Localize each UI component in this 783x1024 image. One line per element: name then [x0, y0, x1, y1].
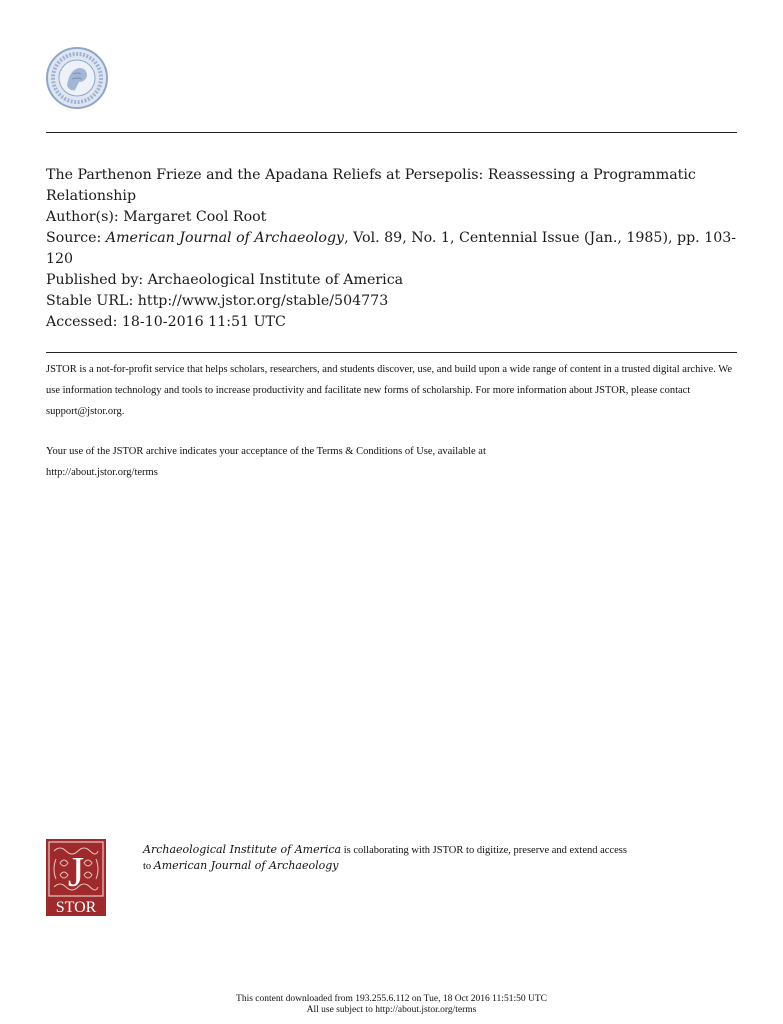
collaboration-line-2	[143, 858, 743, 874]
author-label: Author(s):	[46, 209, 119, 225]
terms-text: Your use of the JSTOR archive indicates your acceptance of the Terms & Conditions of Use, available at	[46, 446, 486, 457]
publisher-seal-icon	[45, 46, 109, 110]
jstor-logo-wordmark: STOR	[55, 899, 97, 916]
jstor-notice	[46, 359, 746, 422]
source-journal: American Journal of Archaeology	[105, 230, 345, 246]
accessed-line	[46, 312, 746, 333]
publisher-label: Published by:	[46, 272, 144, 288]
jstor-about-paragraph: JSTOR is a not-for-profit service that helps scholars, researchers, and students discover, use, and build upon a wide range of content in a trusted digital archive. We use information technology and tools to increase productivity and facilitate new forms of scholarship. For more information about JSTOR, please contact support@jstor.org.	[46, 364, 732, 417]
jstor-logo-icon	[46, 839, 106, 916]
top-divider	[46, 132, 737, 133]
terms-notice	[46, 441, 746, 483]
publisher-line	[46, 270, 746, 291]
author-name: Margaret Cool Root	[123, 209, 267, 225]
terms-link[interactable]: http://about.jstor.org/terms	[46, 467, 158, 478]
middle-divider	[46, 352, 737, 353]
collab-publisher: Archaeological Institute of America	[143, 843, 342, 856]
collaboration-line-1	[143, 842, 743, 858]
source-line	[46, 228, 746, 270]
accessed-label: Accessed:	[46, 314, 118, 330]
source-label: Source:	[46, 230, 102, 246]
footer-terms-line: All use subject to http://about.jstor.org/terms	[306, 1005, 477, 1015]
collab-to: to	[143, 861, 154, 872]
publisher-name: Archaeological Institute of America	[147, 272, 404, 288]
stable-url-label: Stable URL:	[46, 293, 134, 309]
collab-text: is collaborating with JSTOR to digitize, preserve and extend access	[341, 845, 627, 856]
collab-journal: American Journal of Archaeology	[153, 859, 339, 872]
terms-paragraph	[46, 441, 746, 483]
stable-url-line	[46, 291, 746, 312]
source-details: , Vol. 89, No. 1, Centennial Issue (Jan., 1985), pp. 103-120	[46, 230, 737, 267]
download-footer	[0, 994, 783, 1016]
author-line	[46, 207, 746, 228]
footer-download-line: This content downloaded from 193.255.6.112 on Tue, 18 Oct 2016 11:51:50 UTC	[236, 994, 547, 1004]
jstor-logo-letter: J	[67, 850, 85, 896]
accessed-date: 18-10-2016 11:51 UTC	[121, 314, 286, 330]
article-title: The Parthenon Frieze and the Apadana Reliefs at Persepolis: Reassessing a Programmatic Relationship	[46, 167, 696, 204]
stable-url-link[interactable]: http://www.jstor.org/stable/504773	[137, 293, 389, 309]
article-metadata	[46, 165, 746, 333]
collaboration-statement	[143, 842, 743, 874]
